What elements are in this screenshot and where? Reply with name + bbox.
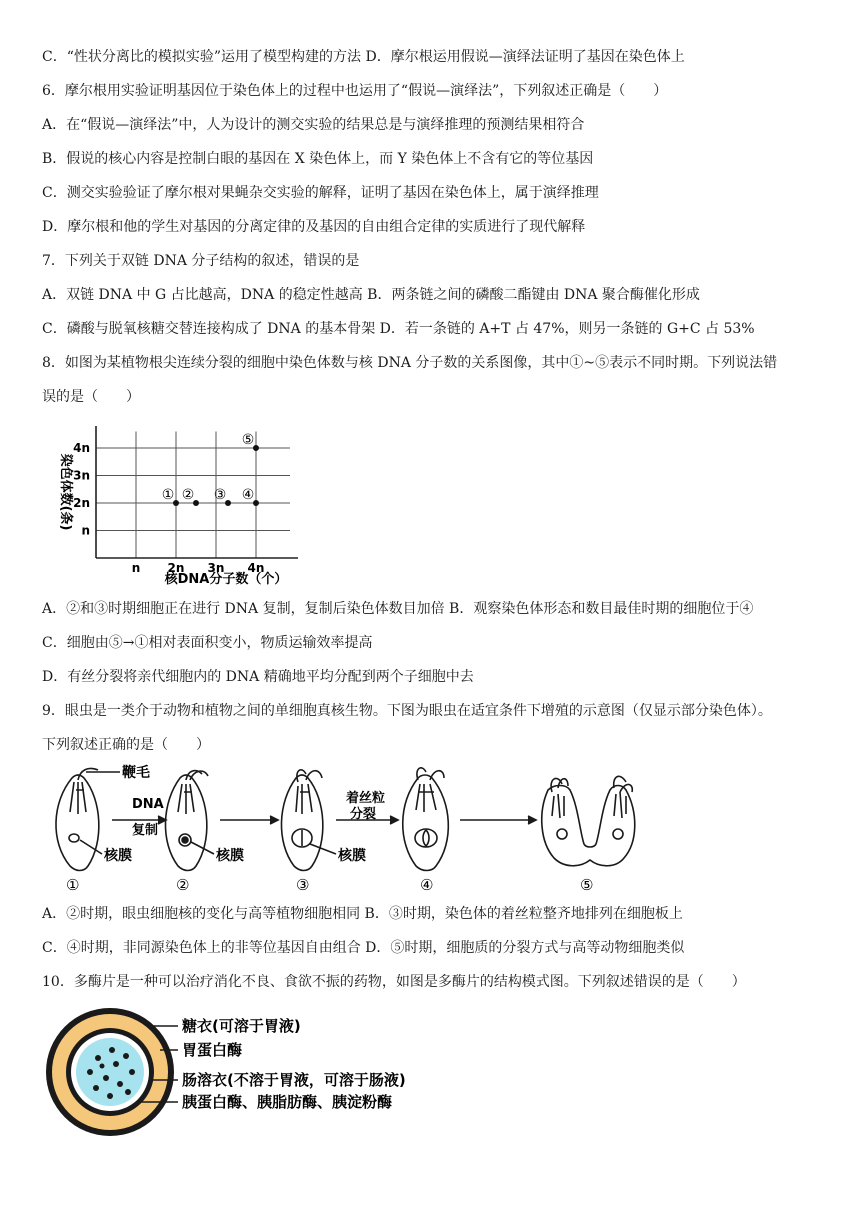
x-tick-2: 2n [167, 561, 185, 575]
euglena-svg [40, 762, 660, 894]
arrow1-label-1: DNA [132, 797, 164, 812]
euglena-division-figure [40, 762, 660, 894]
x-axis-label: 核DNA分子数（个） [164, 572, 288, 587]
stage-label-3: ③ [296, 876, 310, 894]
q9-options-cd: C．④时期，非同源染色体上的非等位基因自由组合 D．⑤时期，细胞质的分裂方式与高等动物细胞类似 [42, 940, 685, 956]
stage-label-2: ② [176, 876, 190, 894]
arrow3-label-2: 分裂 [350, 807, 377, 822]
arrow-2-3 [220, 816, 278, 824]
question-7-stem: 7．下列关于双链 DNA 分子结构的叙述，错误的是 [42, 253, 360, 269]
stage-label-4: ④ [420, 876, 434, 894]
q6-option-b: B．假说的核心内容是控制白眼的基因在 X 染色体上，而 Y 染色体上不含有它的等位基因 [42, 151, 594, 167]
euglena-cell-4 [403, 768, 449, 871]
y-tick-3: 3n [73, 468, 90, 483]
arrow1-label-2: 复制 [132, 823, 159, 838]
data-point-label-1: ① [161, 487, 175, 503]
label-pancreatic-enzymes: 胰蛋白酶、胰脂肪酶、胰淀粉酶 [182, 1093, 393, 1111]
y-tick-2: 2n [73, 496, 90, 510]
y-tick-4: 4n [73, 441, 90, 455]
data-point-label-2: ② [181, 487, 195, 503]
question-8-stem-cont: 误的是（ ） [42, 389, 140, 405]
label-sugar-coat: 糖衣(可溶于胃液) [182, 1017, 301, 1035]
membrane-pointer-3 [310, 844, 336, 854]
x-tick-4: 4n [247, 561, 265, 575]
q6-option-d: D．摩尔根和他的学生对基因的分离定律的及基因的自由组合定律的实质进行了现代解释 [42, 219, 586, 235]
question-6-stem: 6．摩尔根用实验证明基因位于染色体上的过程中也运用了“假说—演绎法”，下列叙述正确是（ ） [42, 83, 668, 99]
membrane-label-2: 核膜 [216, 848, 244, 864]
euglena-cell-2 [165, 771, 208, 871]
stage-label-5: ⑤ [580, 876, 594, 894]
question-10-stem: 10．多酶片是一种可以治疗消化不良、食欲不振的药物，如图是多酶片的结构模式图。下列叙述错误的是（ ） [42, 974, 746, 990]
euglena-cell-3 [281, 770, 322, 871]
membrane-label-3: 核膜 [338, 848, 366, 864]
label-pepsin: 胃蛋白酶 [182, 1041, 243, 1059]
x-tick-3: 3n [207, 561, 225, 575]
flagellum-label: 鞭毛 [122, 765, 150, 781]
membrane-label-1: 核膜 [104, 848, 132, 864]
q8-options-ab: A．②和③时期细胞正在进行 DNA 复制，复制后染色体数目加倍 B．观察染色体形态和数目最佳时期的细胞位于④ [42, 601, 754, 617]
euglena-cell-1 [56, 768, 99, 870]
y-tick-1: n [81, 523, 90, 538]
q7-options-ab: A．双链 DNA 中 G 占比越高，DNA 的稳定性越高 B．两条链之间的磷酸二酯键由 DNA 聚合酶催化形成 [42, 287, 700, 303]
question-9-stem: 9．眼虫是一类介于动物和植物之间的单细胞真核生物。下图为眼虫在适宜条件下增殖的示意图（仅显示部分染色体）。 [42, 703, 772, 719]
data-point-label-3: ③ [213, 487, 227, 503]
q8-option-c: C．细胞由⑤→①相对表面积变小，物质运输效率提高 [42, 635, 373, 651]
q6-option-a: A．在“假说—演绎法”中，人为设计的测交实验的结果总是与演绎推理的预测结果相符合 [42, 117, 585, 133]
membrane-pointer-1 [80, 840, 102, 854]
chromosome-dna-chart [48, 418, 310, 590]
multi-enzyme-tablet-figure [40, 1004, 500, 1144]
option-c-q5: C．“性状分离比的模拟实验”运用了模型构建的方法 D．摩尔根运用假说—演绎法证明了基因在染色体上 [42, 49, 685, 65]
chart-svg [48, 418, 310, 590]
arrow-4-5 [460, 816, 536, 824]
arrow3-label-1: 着丝粒 [346, 791, 386, 806]
euglena-cell-5 [542, 776, 635, 865]
q6-option-c: C．测交实验验证了摩尔根对果蝇杂交实验的解释，证明了基因在染色体上，属于演绎推理 [42, 185, 599, 201]
q8-option-d: D．有丝分裂将亲代细胞内的 DNA 精确地平均分配到两个子细胞中去 [42, 669, 474, 685]
question-9-stem-cont: 下列叙述正确的是（ ） [42, 737, 210, 753]
question-8-stem: 8．如图为某植物根尖连续分裂的细胞中染色体数与核 DNA 分子数的关系图像，其中①~⑤表示不同时期。下列说法错 [42, 355, 778, 371]
q9-options-ab: A．②时期，眼虫细胞核的变化与高等植物细胞相同 B．③时期，染色体的着丝粒整齐地排列在细胞板上 [42, 906, 683, 922]
chart-axes [96, 426, 298, 558]
data-point-label-5: ⑤ [241, 432, 255, 448]
label-enteric-coat: 肠溶衣(不溶于胃液，可溶于肠液) [182, 1071, 406, 1089]
stage-label-1: ① [66, 876, 80, 894]
data-point-label-4: ④ [241, 487, 255, 503]
x-tick-1: n [131, 561, 141, 575]
tablet-svg [40, 1004, 500, 1144]
y-axis-label: 染色体数(条) [58, 453, 73, 531]
q7-options-cd: C．磷酸与脱氧核糖交替连接构成了 DNA 的基本骨架 D．若一条链的 A+T 占 47%，则另一条链的 G+C 占 53% [42, 321, 755, 337]
